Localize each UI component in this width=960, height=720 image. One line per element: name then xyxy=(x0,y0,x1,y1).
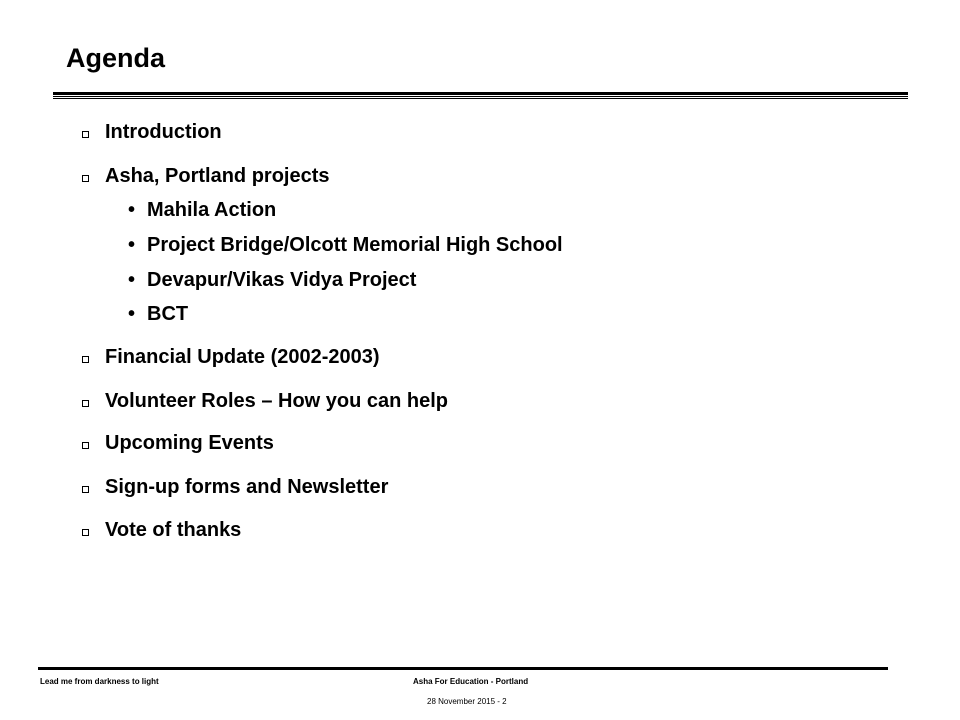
checkbox-bullet-icon xyxy=(82,442,89,449)
agenda-item-financial-update xyxy=(80,343,380,371)
bullet-dot-icon: • xyxy=(128,233,136,256)
agenda-item-vote-of-thanks xyxy=(80,516,241,544)
agenda-item-signup-forms xyxy=(80,473,388,501)
agenda-item-volunteer-roles xyxy=(80,387,448,415)
agenda-subitem-label: Mahila Action xyxy=(147,198,277,221)
checkbox-bullet-icon xyxy=(82,486,89,493)
checkbox-bullet-icon xyxy=(82,131,89,138)
footer-tagline: Lead me from darkness to light xyxy=(40,677,159,686)
agenda-subitem xyxy=(128,266,416,294)
agenda-subitem xyxy=(128,300,188,328)
footer-organization: Asha For Education - Portland xyxy=(413,677,529,686)
bullet-dot-icon: • xyxy=(128,302,136,325)
title-divider xyxy=(53,92,908,99)
agenda-item-label: Vote of thanks xyxy=(105,518,242,541)
agenda-item-introduction xyxy=(80,118,222,146)
agenda-subitem xyxy=(128,231,563,259)
footer-divider xyxy=(38,667,888,670)
agenda-item-label: Introduction xyxy=(105,120,222,143)
agenda-item-label: Upcoming Events xyxy=(105,431,274,454)
agenda-item-label: Financial Update (2002-2003) xyxy=(105,345,380,368)
agenda-item-label: Sign-up forms and Newsletter xyxy=(105,475,389,498)
agenda-item-upcoming-events xyxy=(80,429,274,457)
agenda-item-projects xyxy=(80,162,330,190)
bullet-dot-icon: • xyxy=(128,198,136,221)
checkbox-bullet-icon xyxy=(82,400,89,407)
agenda-item-label: Volunteer Roles – How you can help xyxy=(105,389,449,412)
footer-date-page: 28 November 2015 - 2 xyxy=(427,697,507,706)
agenda-subitem-label: Devapur/Vikas Vidya Project xyxy=(147,268,417,291)
agenda-subitem xyxy=(128,196,276,224)
agenda-subitem-label: BCT xyxy=(147,302,189,325)
agenda-subitem-label: Project Bridge/Olcott Memorial High School xyxy=(147,233,563,256)
checkbox-bullet-icon xyxy=(82,529,89,536)
bullet-dot-icon: • xyxy=(128,268,136,291)
checkbox-bullet-icon xyxy=(82,356,89,363)
slide-title: Agenda xyxy=(66,43,166,73)
checkbox-bullet-icon xyxy=(82,175,89,182)
agenda-item-label: Asha, Portland projects xyxy=(105,164,330,187)
